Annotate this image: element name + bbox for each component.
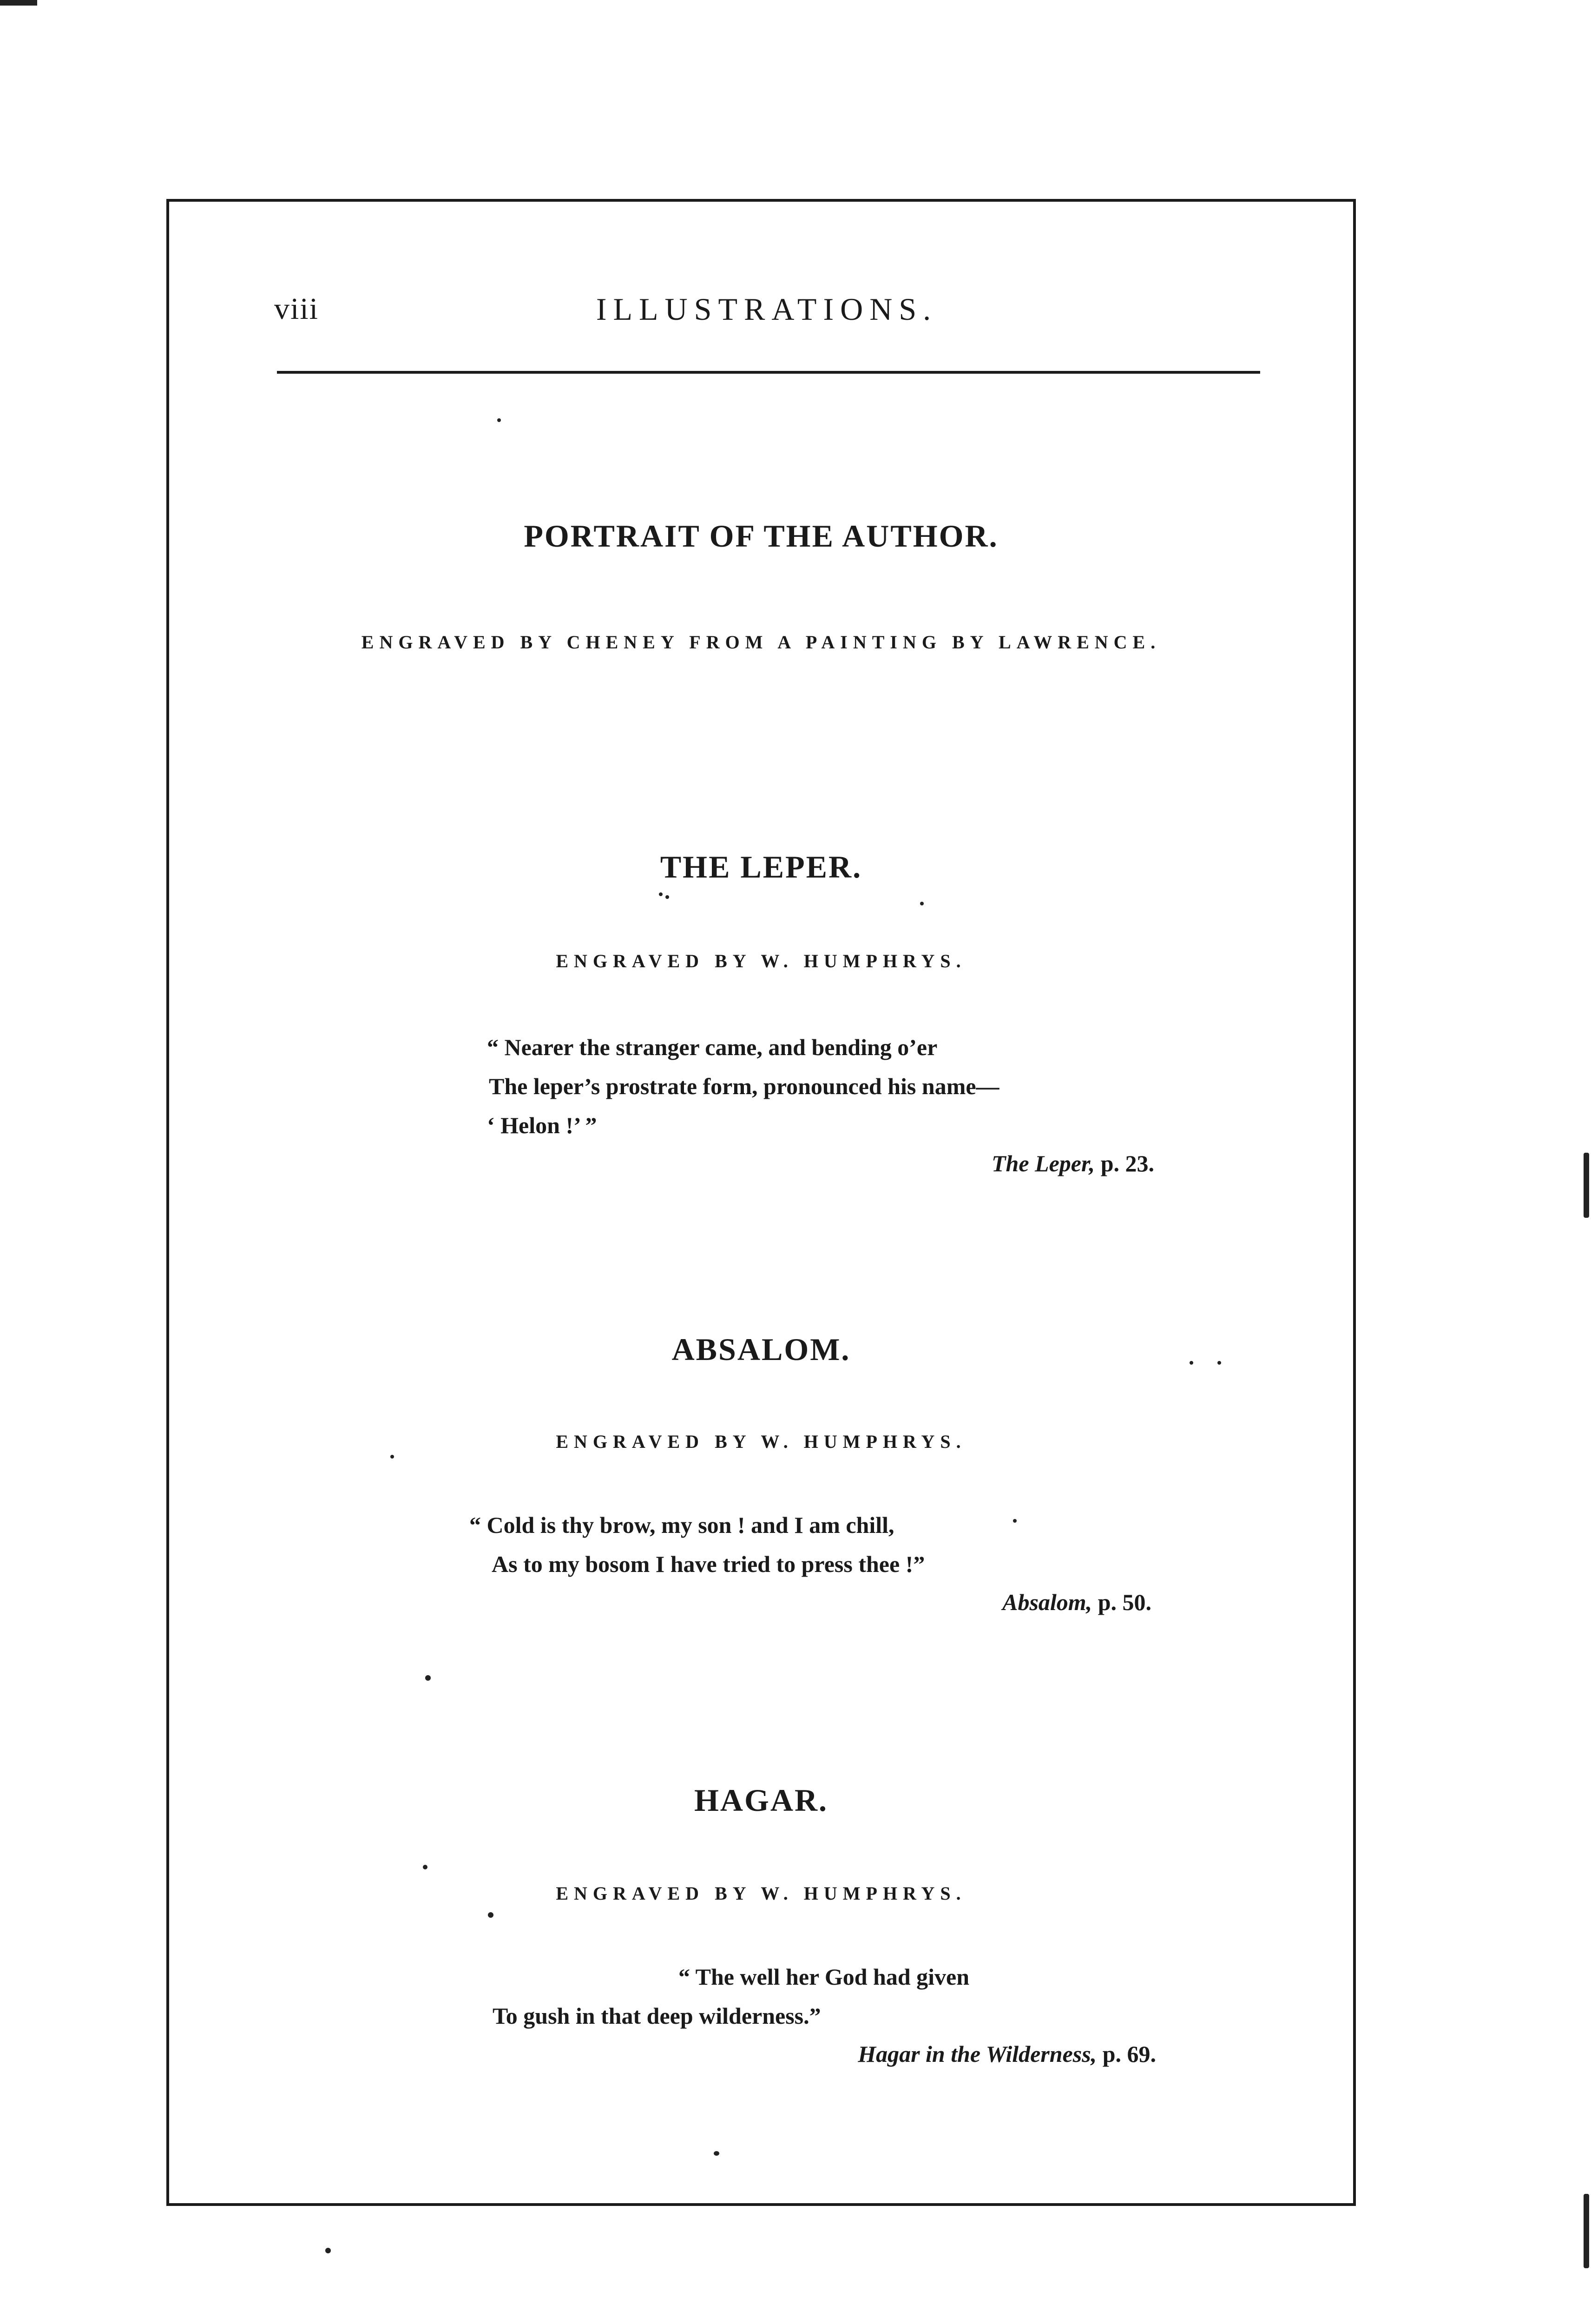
running-title: ILLUSTRATIONS. — [596, 291, 938, 327]
scan-speck — [714, 2151, 719, 2156]
scan-edge-mark — [1584, 2194, 1589, 2268]
quote-line: “ Nearer the stranger came, and bending o’er — [487, 1034, 938, 1060]
scan-speck — [390, 1455, 394, 1459]
quote-line: To gush in that deep wilderness.” — [493, 2003, 821, 2029]
scan-speck — [325, 2248, 331, 2253]
engraver-credit-portrait: ENGRAVED BY CHENEY FROM A PAINTING BY LAWRENCE. — [361, 632, 1161, 653]
quote-line: “ Cold is thy brow, my son ! and I am chill, — [469, 1512, 894, 1538]
scan-speck — [488, 1912, 493, 1918]
scan-speck — [1190, 1361, 1193, 1365]
citation-work: The Leper, — [992, 1150, 1095, 1176]
quote-line: ‘ Helon !’ ” — [487, 1112, 597, 1138]
scan-speck — [659, 892, 663, 896]
scan-speck — [425, 1675, 431, 1681]
engraver-credit-leper: ENGRAVED BY W. HUMPHRYS. — [556, 951, 966, 971]
quote-line: “ The well her God had given — [678, 1964, 970, 1990]
citation-leper — [992, 1147, 1154, 1180]
citation-hagar — [858, 2038, 1156, 2070]
section-title-leper: THE LEPER. — [660, 849, 862, 885]
citation-page: p. 50. — [1092, 1589, 1151, 1615]
scan-speck — [665, 895, 669, 899]
section-title-absalom: ABSALOM. — [671, 1332, 851, 1367]
section-title-hagar: HAGAR. — [694, 1783, 828, 1818]
scan-edge-mark — [0, 0, 37, 6]
scan-edge-mark — [1584, 1153, 1589, 1218]
scan-speck — [497, 418, 501, 422]
scan-speck — [920, 902, 924, 905]
scan-speck — [423, 1865, 427, 1869]
citation-work: Hagar in the Wilderness, — [858, 2041, 1097, 2067]
citation-absalom — [1002, 1586, 1151, 1618]
quote-line: As to my bosom I have tried to press thee !” — [492, 1551, 925, 1577]
citation-work: Absalom, — [1002, 1589, 1092, 1615]
quote-line: The leper’s prostrate form, pronounced his name— — [489, 1073, 999, 1099]
header-rule — [277, 371, 1260, 374]
section-title-portrait: PORTRAIT OF THE AUTHOR. — [524, 518, 999, 554]
engraver-credit-absalom: ENGRAVED BY W. HUMPHRYS. — [556, 1431, 966, 1452]
citation-page: p. 69. — [1097, 2041, 1156, 2067]
page-number: viii — [274, 292, 319, 326]
scan-speck — [1013, 1519, 1017, 1523]
page-header — [274, 284, 1259, 335]
scan-speck — [1217, 1361, 1221, 1365]
engraver-credit-hagar: ENGRAVED BY W. HUMPHRYS. — [556, 1883, 966, 1904]
citation-page: p. 23. — [1095, 1150, 1154, 1176]
